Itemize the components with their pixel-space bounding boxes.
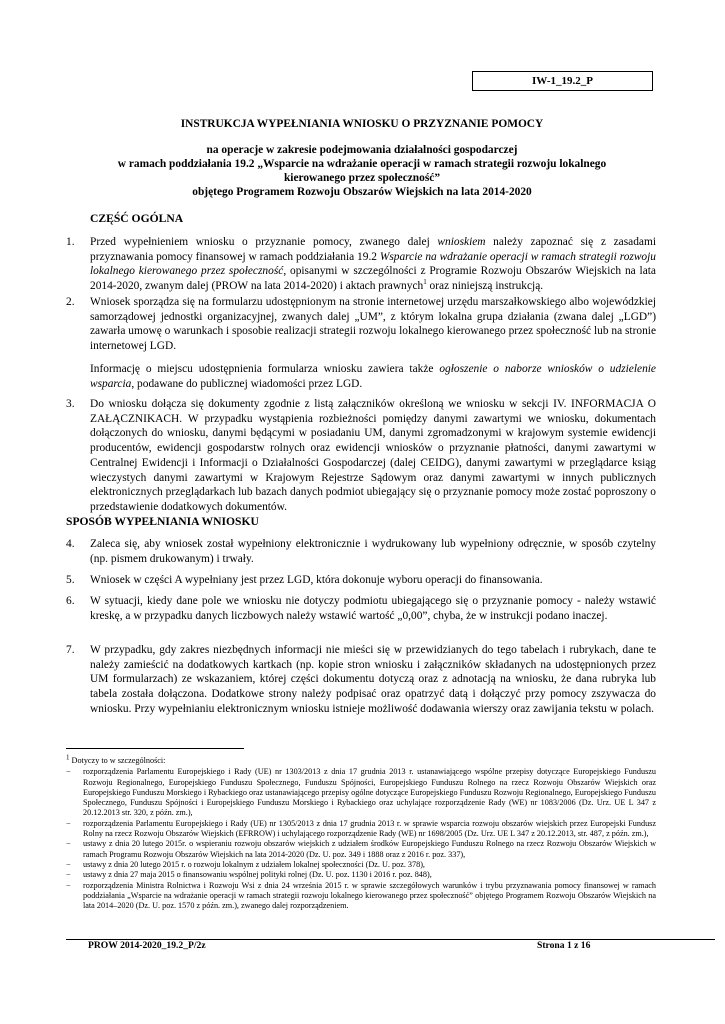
list-item-7 (66, 643, 656, 717)
page-number: Strona 1 z 16 (537, 940, 591, 951)
item-text: W sytuacji, kiedy dane pole we wniosku nie dotyczy podmiotu ubiegającego się o przyznanie pomocy - należy wstawić kreskę, a w przypadku danych liczbowych należy wstawić wartość „0,00”, chyba, że w instrukcji podano inaczej. (90, 595, 656, 622)
item-number: 2. (66, 296, 75, 308)
item-number: 5. (66, 574, 75, 586)
item-number: 4. (66, 538, 75, 550)
list-item-1 (66, 235, 656, 294)
item-text: Zaleca się, aby wniosek został wypełniony elektronicznie i wydrukowany lub wypełniony odręcznie, w sposób czytelny (np. pismem drukowanym) i trwały. (90, 538, 656, 565)
item-text: Wniosek w części A wypełniany jest przez LGD, która dokonuje wyboru operacji do finansowania. (90, 574, 543, 586)
footnote-item: − rozporządzenia Parlamentu Europejskiego i Rady (UE) nr 1303/2013 z dnia 17 grudnia 2013 r. ustanawiającego wspólne przepisy dotyczące Europejskiego Funduszu Rozwoju Regionalnego, Europejskiego Funduszu Społecznego, Funduszu Spójności, Europejskiego Funduszu Rolnego na rzecz Rozwoju Obszarów Wiejskich oraz Europejskiego Funduszu Morskiego i Rybackiego oraz ustanawiającego przepisy ogólne dotyczące Europejskiego Funduszu Rozwoju Regionalnego, Europejskiego Funduszu Społecznego, Funduszu Spójności i Europejskiego Funduszu Morskiego i Rybackiego oraz uchylające rozporządzenie Rady (WE) nr 1083/2006 (Dz. Urz. UE L 347 z 20.12.2013 str. 320, z późn. zm.), (66, 767, 656, 818)
document-title: INSTRUKCJA WYPEŁNIANIA WNIOSKU O PRZYZNANIE POMOCY (180, 118, 544, 130)
item-text: W przypadku, gdy zakres niezbędnych informacji nie mieści się w przewidzianych do tego tabelach i rubrykach, dane te należy zamieścić na dodatkowych kartkach (np. kopie stron wniosku i załączników składanych na udostępnionych przez UM formularzach) ze wskazaniem, której części dokumentu dotyczą oraz z adnotacją na wniosku, że dana rubryka lub tabela została dołączona. Dodatkowe strony należy podpisać oraz opatrzyć datą i dołączyć przy pomocy zszywacza do wniosku. Przy wypełnianiu elektronicznym wniosku istnieje możliwość dodawania wierszy oraz zawijania tekstu w polach. (90, 644, 656, 715)
subtitle-line-2: w ramach poddziałania 19.2 „Wsparcie na wdrażanie operacji w ramach strategii rozwoju lokalnego (117, 158, 607, 170)
subtitle-line-1: na operacje w zakresie podejmowania działalności gospodarczej (206, 144, 518, 156)
title-block (60, 117, 664, 199)
footnote-item: − ustawy z dnia 20 lutego 2015 r. o rozwoju lokalnym z udziałem lokalnej społeczności (Dz. U. poz. 378), (66, 859, 425, 869)
footnote-intro: 1 Dotyczy to w szczególności: (66, 753, 166, 765)
item-text: Do wniosku dołącza się dokumenty zgodnie z listą załączników określoną we wniosku w sekcji IV. INFORMACJA O ZAŁĄCZNIKACH. W przypadku wystąpienia rozbieżności pomiędzy danymi zawartymi we wniosku, dokumentach dołączonych do wniosku, danymi będącymi w posiadaniu UM, danymi zgromadzonymi w krajowym systemie ewidencji producentów, ewidencji gospodarstw rolnych oraz ewidencji wniosków o przyznanie płatności, danymi zawartymi w Centralnej Ewidencji i Informacji o Działalności Gospodarczej (dalej CEIDG), danymi zawartymi w przeglądarce ksiąg wieczystych danymi zawartymi w Krajowym Rejestrze Sądowym oraz danymi zawartymi w innych publicznych elektronicznych przeglądarkach lub bazach danych podmiot ubiegający się o przyznanie pomocy może zostać poproszony o przedstawienie dodatkowych dokumentów. (90, 398, 656, 513)
footer-document-id: PROW 2014-2020_19.2_P/2z (88, 940, 206, 951)
subtitle-line-4: objętego Programem Rozwoju Obszarów Wiejskich na lata 2014-2020 (192, 186, 532, 198)
section-heading-filling: SPOSÓB WYPEŁNIANIA WNIOSKU (66, 515, 259, 528)
item-number: 3. (66, 398, 75, 410)
footnotes (66, 753, 656, 911)
subtitle-line-3: kierowanego przez społeczność” (283, 172, 441, 184)
list-item-6 (66, 594, 656, 623)
footnote-separator (66, 748, 244, 749)
item-number: 6. (66, 595, 75, 607)
list-item-4 (66, 537, 656, 566)
list-item-5 (66, 573, 656, 588)
footnote-reference: 1 (423, 278, 427, 287)
item-text: Wniosek sporządza się na formularzu udostępnionym na stronie internetowej urzędu marszałkowskiego albo wojewódzkiej samorządowej jednostki organizacyjnej, zwanych dalej „UM”, z którym lokalna grupa działania (zwana dalej „LGD”) zawarła umowę o warunkach i sposobie realizacji strategii rozwoju lokalnego kierowanego przez społeczność lub na stronie internetowej LGD. Informację o miejscu udostępnienia formularza wniosku zawiera także ogłoszenie o naborze wniosków o udzielenie wsparcia, podawane do publicznej wiadomości przez LGD. (90, 296, 656, 390)
item-number: 1. (66, 236, 75, 248)
list-item-2 (66, 295, 656, 391)
footnote-item: − ustawy z dnia 27 maja 2015 o finansowaniu wspólnej polityki rolnej (Dz. U. poz. 1130 i 2016 r. poz. 848), (66, 870, 432, 880)
footnote-item: − rozporządzenia Parlamentu Europejskiego i Rady (UE) nr 1305/2013 z dnia 17 grudnia 2013 r. w sprawie wsparcia rozwoju obszarów wiejskich przez Europejski Fundusz Rolny na rzecz Rozwoju Obszarów Wiejskich (EFRROW) i uchylającego rozporządzenie Rady (WE) nr 1698/2005 (Dz. Urz. UE L 347 z 20.12.2013, str. 487, z późn. zm.), (66, 818, 656, 839)
item-text: Przed wypełnieniem wniosku o przyznanie pomocy, zwanego dalej wnioskiem należy zapoznać się z zasadami przyznawania pomocy finansowej w ramach poddziałania 19.2 Wsparcie na wdrażanie operacji w ramach strategii rozwoju lokalnego kierowanego przez społeczność, opisanymi w szczególności z Programie Rozwoju Obszarów Wiejskich na lata 2014-2020, zwanym dalej (PROW na lata 2014-2020) i aktach prawnych$^1$ oraz niniejszą instrukcją. (90, 236, 656, 293)
section-heading-general: CZĘŚĆ OGÓLNA (90, 212, 184, 225)
list-item-3 (66, 397, 656, 515)
document-code-box: IW-1_19.2_P (472, 71, 653, 91)
item-number: 7. (66, 644, 75, 656)
footnote-item: − ustawy z dnia 20 lutego 2015r. o wspieraniu rozwoju obszarów wiejskich z udziałem środków Europejskiego Funduszu Rolnego na rzecz Rozwoju Obszarów Wiejskich w ramach Programu Rozwoju Obszarów Wiejskich na lata 2014-2020 (Dz. U. poz. 349 i 1888 oraz z 2016 r. poz. 337), (66, 839, 656, 859)
footnote-item: − rozporządzenia Ministra Rolnictwa i Rozwoju Wsi z dnia 24 września 2015 r. w sprawie szczegółowych warunków i trybu przyznawania pomocy finansowej w ramach poddziałania „Wsparcie na wdrażanie operacji w ramach strategii rozwoju lokalnego kierowanego przez społeczność” objętego Programem Rozwoju Obszarów Wiejskich na lata 2014–2020 (Dz. U. poz. 1570 z późn. zm.), zwanego dalej rozporządzeniem. (66, 880, 656, 911)
